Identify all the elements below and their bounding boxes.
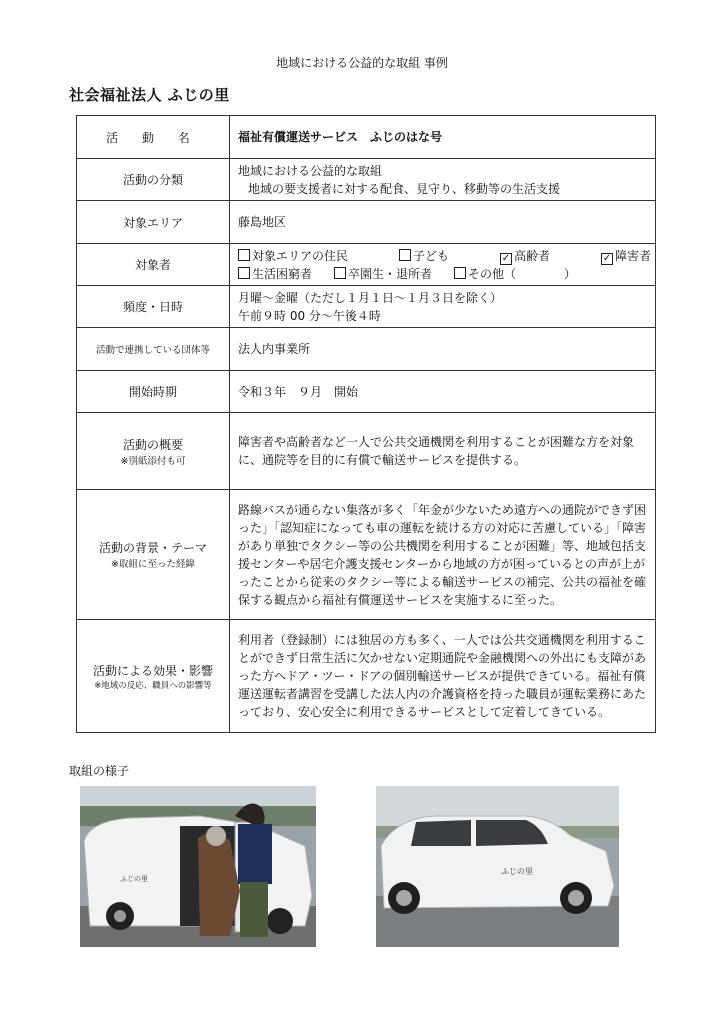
target-option[interactable]: 子ども <box>399 247 449 265</box>
value-area: 藤島地区 <box>230 201 656 244</box>
value-schedule <box>230 286 656 328</box>
checkbox-icon[interactable] <box>399 249 411 261</box>
checkbox-icon[interactable] <box>238 267 250 279</box>
row-summary <box>77 413 656 490</box>
target-option[interactable]: 生活困窮者 <box>238 265 312 283</box>
row-area <box>77 201 656 244</box>
value-partners: 法人内事業所 <box>230 328 656 371</box>
checkbox-icon[interactable] <box>454 267 466 279</box>
row-effect <box>77 620 656 733</box>
value-target <box>230 244 656 286</box>
category-line2: 地域の要支援者に対する配食、見守り、移動等の生活支援 <box>248 181 561 196</box>
background-label: 活動の背景・テーマ <box>98 541 207 555</box>
row-background <box>77 490 656 620</box>
target-option[interactable]: 卒園生・退所者 <box>334 265 432 283</box>
target-option[interactable]: ✓ 障害者 <box>602 248 651 264</box>
row-activity-name <box>77 116 656 159</box>
label-activity-name: 活 動 名 <box>77 116 230 159</box>
effect-sublabel: ※地域の反応、職員への影響等 <box>94 680 212 691</box>
category-line1: 地域における公益的な取組 <box>238 163 383 178</box>
label-summary <box>77 413 230 490</box>
value-activity-name: 福祉有償運送サービス ふじのはな号 <box>230 116 656 159</box>
car-door-label: ふじの里 <box>501 867 533 876</box>
value-effect: 利用者（登録制）には独居の方も多く、一人では公共交通機関を利用することができず日常生活に欠かせない定期通院や金融機関への外出にも支障があった方へドア・ツー・ドアの個別輸送サービスが提供できている。福祉有償運送運転者講習を受講した法人内の介護資格を持った職員が運転業務にあたっており、安心安全に利用できるサービスとして定着してきている。 <box>230 620 656 733</box>
value-background: 路線バスが通らない集落が多く「年金が少ないため遠方への通院ができず困った」「認知症になっても車の運転を続ける方の対応に苦慮している」「障害があり単独でタクシー等の公共機関を利用することが困難」等、地域包括支援センターや居宅介護支援センターから地域の方が困っているとの声が上がったことから従来のタクシー等による輸送サービスの補完、公共の福祉を確保する観点から福祉有償運送サービスを実施するに至った。 <box>230 490 656 620</box>
document-title: 地域における公益的な取組 事例 <box>276 56 448 70</box>
label-schedule: 頻度・日時 <box>77 286 230 328</box>
label-background <box>77 490 230 620</box>
activity-table <box>76 115 656 733</box>
label-partners: 活動で連携している団体等 <box>77 328 230 371</box>
organization-name: 社会福祉法人 ふじの里 <box>69 86 230 104</box>
target-option[interactable]: その他（ ） <box>454 265 576 283</box>
car-door-label: ふじの里 <box>120 875 148 883</box>
row-start <box>77 371 656 413</box>
target-option[interactable]: 対象エリアの住民 <box>238 247 348 265</box>
checkbox-checked-icon[interactable]: ✓ <box>602 252 612 264</box>
summary-sublabel: ※別紙添付も可 <box>120 455 186 467</box>
checkbox-checked-icon[interactable]: ✓ <box>501 252 511 264</box>
label-category: 活動の分類 <box>77 159 230 201</box>
target-row-1 <box>238 247 651 265</box>
value-summary: 障害者や高齢者など一人で公共交通機関を利用することが困難な方を対象に、通院等を目的に有償で輸送サービスを提供する。 <box>230 413 656 490</box>
target-row-2 <box>238 265 651 283</box>
row-schedule <box>77 286 656 328</box>
photos-section-label: 取組の様子 <box>69 764 130 778</box>
label-target: 対象者 <box>77 244 230 286</box>
value-category <box>230 159 656 201</box>
background-sublabel: ※取組に至った経緯 <box>111 559 195 570</box>
label-start: 開始時期 <box>77 371 230 413</box>
target-option[interactable]: ✓ 高齢者 <box>501 248 550 264</box>
effect-label: 活動による効果・影響 <box>92 663 213 678</box>
photo-welfare-car <box>376 786 619 947</box>
row-partners <box>77 328 656 371</box>
checkbox-icon[interactable] <box>238 249 250 261</box>
schedule-line2: 午前９時 00 分～午後４時 <box>238 308 381 323</box>
row-target <box>77 244 656 286</box>
value-start: 令和３年 ９月 開始 <box>230 371 656 413</box>
checkbox-icon[interactable] <box>334 267 346 279</box>
row-category <box>77 159 656 201</box>
label-area: 対象エリア <box>77 201 230 244</box>
schedule-line1: 月曜～金曜（ただし１月１日～１月３日を除く） <box>238 290 503 305</box>
label-effect <box>77 620 230 733</box>
summary-label: 活動の概要 <box>122 437 183 452</box>
photo-boarding-assistance <box>80 786 316 947</box>
